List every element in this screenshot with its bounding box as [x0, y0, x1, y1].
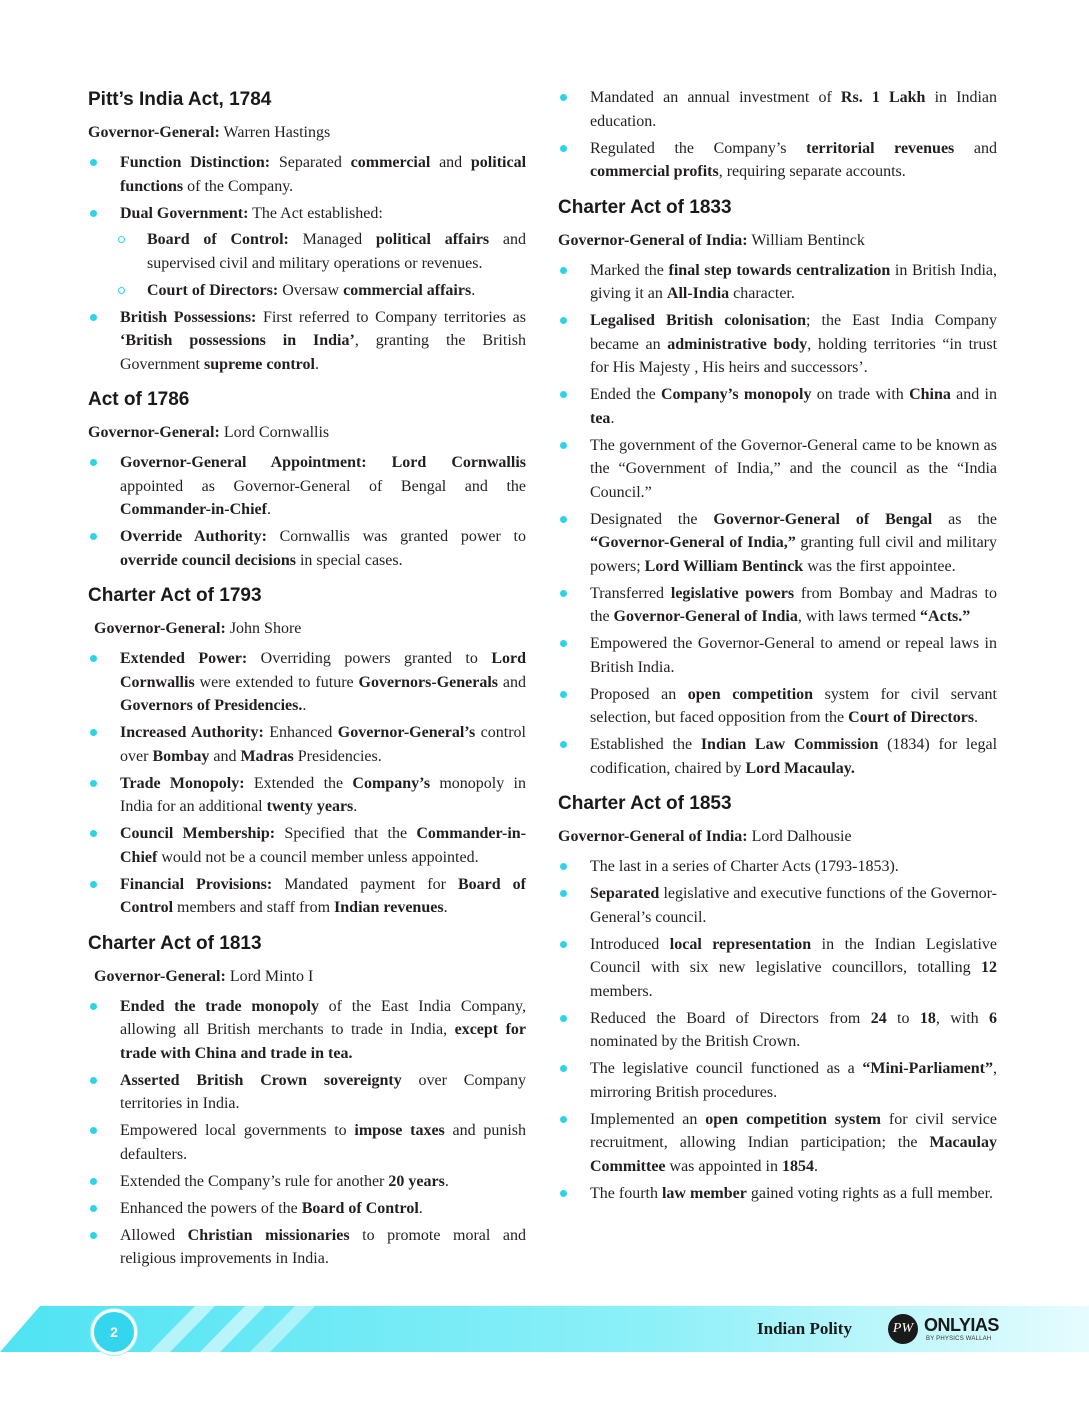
bullet-item: Empowered local governments to impose taxes and punish defaulters. [88, 1119, 526, 1166]
section-title: Charter Act of 1813 [88, 932, 262, 954]
section [88, 584, 526, 920]
section [558, 792, 997, 1205]
bullet-item: Trade Monopoly: Extended the Company’s monopoly in India for an additional twenty years. [88, 772, 526, 819]
bullet-item: Governor-General Appointment: Lord Cornwallis appointed as Governor-General of Bengal and the Commander-in-Chief. [88, 451, 526, 522]
bullet-item: Ended the trade monopoly of the East India Company, allowing all British merchants to trade in India, except for trade with China and trade in tea. [88, 995, 526, 1066]
section-title: Charter Act of 1853 [558, 793, 732, 814]
bullet-list [88, 995, 526, 1271]
bullet-item: Legalised British colonisation; the East India Company became an administrative body, holding territories “in trust for His Majesty , His heirs and successors’. [558, 309, 997, 380]
governor-general-label: Governor-General of India: [558, 828, 748, 845]
section-title: Charter Act of 1833 [558, 196, 732, 218]
section [88, 388, 526, 572]
bullet-item: Transferred legislative powers from Bombay and Madras to the Governor-General of India, with laws termed “Acts.” [558, 582, 997, 629]
governor-general-label: Governor-General: [94, 620, 226, 637]
bullet-list [558, 259, 997, 781]
bullet-item: Increased Authority: Enhanced Governor-General’s control over Bombay and Madras Presidencies. [88, 721, 526, 768]
bullet-item: Mandated an annual investment of Rs. 1 Lakh in Indian education. [558, 86, 997, 133]
governor-general-line [88, 122, 526, 144]
governor-general-line [88, 966, 526, 988]
bullet-item: Proposed an open competition system for civil servant selection, but faced opposition from the Court of Directors. [558, 683, 997, 730]
bullet-item: Override Authority: Cornwallis was granted power to override council decisions in special cases. [88, 525, 526, 572]
bullet-item: The fourth law member gained voting rights as a full member. [558, 1182, 997, 1206]
section-title: Pitt’s India Act, 1784 [88, 89, 272, 110]
bullet-item: Ended the Company’s monopoly on trade with China and in tea. [558, 383, 997, 430]
bullet-item: Designated the Governor-General of Bengal as the “Governor-General of India,” granting full civil and military powers; Lord William Bentinck was the first appointee. [558, 508, 997, 579]
governor-general-name: Warren Hastings [219, 124, 331, 141]
page-number-badge: 2 [91, 1309, 137, 1355]
bullet-item: Asserted British Crown sovereignty over Company territories in India. [88, 1069, 526, 1116]
bullet-item: Introduced local representation in the Indian Legislative Council with six new legislative councillors, totalling 12 members. [558, 933, 997, 1004]
section [88, 88, 526, 376]
bullet-item: Separated legislative and executive functions of the Governor-General’s council. [558, 882, 997, 929]
section-title: Act of 1786 [88, 389, 190, 410]
bullet-item: Council Membership: Specified that the Commander-in-Chief would not be a council member unless appointed. [88, 822, 526, 869]
bullet-item: British Possessions: First referred to Company territories as ‘British possessions in India’, granting the British Government supreme control. [88, 306, 526, 377]
bullet-item: The legislative council functioned as a “Mini-Parliament”, mirroring British procedures. [558, 1057, 997, 1104]
bullet-item: The government of the Governor-General came to be known as the “Government of India,” and the council as the “India Council.” [558, 434, 997, 505]
bullet-item: Dual Government: The Act established: Board of Control: Managed political affairs and supervised civil and military operations or revenues. Court of Directors: Oversaw commercial affairs. [88, 202, 526, 303]
bullet-item: Marked the final step towards centralization in British India, giving it an All-India character. [558, 259, 997, 306]
governor-general-line [558, 230, 997, 252]
governor-general-name: William Bentinck [747, 231, 865, 249]
left-column-content [88, 88, 526, 1283]
subject-label: Indian Polity [757, 1319, 852, 1338]
bullet-item: Extended Power: Overriding powers granted to Lord Cornwallis were extended to future Governors-Generals and Governors of Presidencies.. [88, 647, 526, 718]
governor-general-name: John Shore [225, 620, 302, 637]
pw-logo: PW [888, 1314, 918, 1344]
bullet-item: Allowed Christian missionaries to promote moral and religious improvements in India. [88, 1224, 526, 1271]
sub-bullet-item: Board of Control: Managed political affairs and supervised civil and military operations or revenues. [115, 228, 526, 275]
governor-general-name: Lord Dalhousie [747, 828, 852, 845]
section-title: Charter Act of 1793 [88, 585, 262, 606]
bullet-list [88, 647, 526, 920]
bullet-list [88, 451, 526, 572]
bullet-item: Enhanced the powers of the Board of Control. [88, 1197, 526, 1221]
bullet-item: Financial Provisions: Mandated payment for Board of Control members and staff from Indian revenues. [88, 873, 526, 920]
right-column-content [558, 86, 997, 1217]
bullet-item: Implemented an open competition system for civil service recruitment, allowing Indian participation; the Macaulay Committee was appointed in 1854. [558, 1108, 997, 1179]
bullet-list [558, 86, 997, 184]
section [558, 86, 997, 184]
sub-bullet-list [115, 228, 526, 302]
brand-name: ONLYIAS [924, 1315, 999, 1335]
governor-general-line [558, 826, 997, 848]
governor-general-label: Governor-General: [88, 424, 220, 441]
page-footer [0, 1300, 1089, 1360]
brand-subtitle: BY PHYSICS WALLAH [926, 1336, 992, 1342]
bullet-item: Empowered the Governor-General to amend or repeal laws in British India. [558, 632, 997, 679]
bullet-item: Established the Indian Law Commission (1834) for legal codification, chaired by Lord Macaulay. [558, 733, 997, 780]
bullet-item: Regulated the Company’s territorial revenues and commercial profits, requiring separate accounts. [558, 137, 997, 184]
sub-bullet-item: Court of Directors: Oversaw commercial affairs. [115, 279, 526, 303]
bullet-list [558, 855, 997, 1205]
governor-general-label: Governor-General: [94, 967, 226, 985]
bullet-item: The last in a series of Charter Acts (1793-1853). [558, 855, 997, 879]
governor-general-name: Lord Cornwallis [219, 424, 330, 441]
governor-general-name: Lord Minto I [225, 967, 314, 985]
governor-general-line [88, 618, 526, 640]
governor-general-label: Governor-General: [88, 124, 220, 141]
bullet-item: Reduced the Board of Directors from 24 to 18, with 6 nominated by the British Crown. [558, 1007, 997, 1054]
section [558, 196, 997, 781]
section [88, 932, 526, 1271]
bullet-list [88, 151, 526, 376]
bullet-item: Extended the Company’s rule for another 20 years. [88, 1170, 526, 1194]
governor-general-label: Governor-General of India: [558, 231, 748, 249]
bullet-item: Function Distinction: Separated commercial and political functions of the Company. [88, 151, 526, 198]
governor-general-line [88, 422, 526, 444]
